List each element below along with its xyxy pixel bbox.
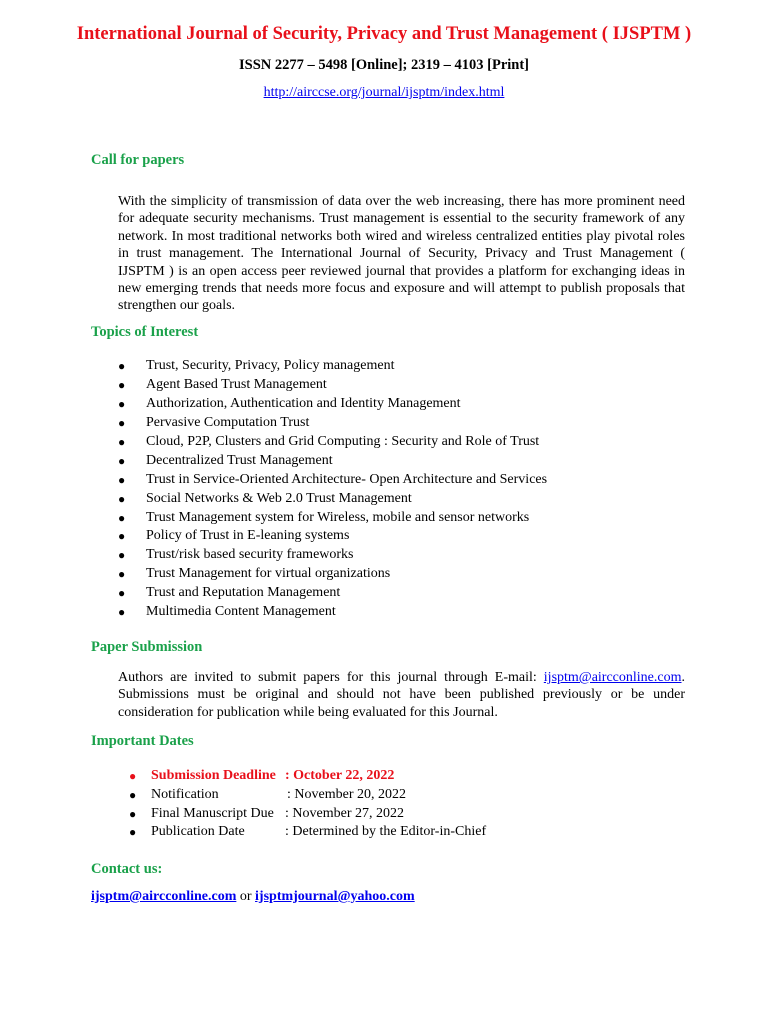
bullet-icon: ● (118, 586, 126, 601)
list-item: ● Trust, Security, Privacy, Policy management (91, 357, 547, 376)
journal-title: International Journal of Security, Privacy and Trust Management ( IJSPTM ) (76, 24, 692, 44)
call-for-papers-heading: Call for papers (91, 152, 185, 168)
paper-submission-heading: Paper Submission (91, 639, 203, 655)
bullet-icon: ● (118, 605, 126, 620)
paper-submission-body: Authors are invited to submit papers for this journal through E-mail: ijsptm@aircconline.com. Submissions must be original and should not have been published previously or be under consideration for publication while being evaluated for this Journal. (118, 670, 685, 720)
bullet-icon: ● (118, 377, 126, 392)
bullet-icon: ● (118, 453, 126, 468)
bullet-icon: ● (118, 510, 126, 525)
topics-list (91, 357, 547, 622)
bullet-icon: ● (129, 806, 137, 821)
issn-line: ISSN 2277 – 5498 [Online]; 2319 – 4103 [Print] (239, 57, 529, 73)
bullet-icon: ● (129, 825, 137, 840)
list-item: ● Pervasive Computation Trust (91, 414, 547, 433)
bullet-icon: ● (118, 472, 126, 487)
bullet-icon: ● (118, 434, 126, 449)
topics-heading: Topics of Interest (91, 324, 199, 340)
list-item: ● Trust and Reputation Management (91, 584, 547, 603)
important-dates-heading: Important Dates (91, 733, 194, 749)
submission-email-link[interactable]: ijsptm@aircconline.com (543, 670, 682, 685)
bullet-icon: ● (118, 359, 126, 373)
contact-email-link-1[interactable]: ijsptm@aircconline.com (91, 889, 237, 904)
bullet-icon: ● (129, 769, 137, 783)
list-item: ● Trust in Service-Oriented Architecture- Open Architecture and Services (91, 471, 547, 490)
bullet-icon: ● (118, 529, 126, 544)
call-for-papers-body: With the simplicity of transmission of data over the web increasing, there has more prominent need for adequate security mechanisms. Trust management is essential to the security framework of any network. In most traditional networks both wired and wireless centralized entities play pivotal roles in trust management. The International Journal of Security, Privacy and Trust Management ( IJSPTM ) is an open access peer reviewed journal that provides a platform for exchanging ideas in new emerging trends that needs more focus and exposure and will attempt to publish proposals that strengthen our goals. (118, 194, 685, 314)
bullet-icon: ● (118, 415, 126, 430)
list-item: ● Cloud, P2P, Clusters and Grid Computing : Security and Role of Trust (91, 433, 547, 452)
list-item: ● Decentralized Trust Management (91, 452, 547, 471)
bullet-icon: ● (129, 787, 137, 802)
list-item: ● Policy of Trust in E-leaning systems (91, 527, 547, 546)
journal-url-line (0, 85, 768, 101)
contact-separator: or (239, 889, 252, 904)
bullet-icon: ● (118, 567, 126, 582)
list-item: ● Multimedia Content Management (91, 603, 547, 622)
list-item: ● Social Networks & Web 2.0 Trust Management (91, 490, 547, 509)
contact-heading: Contact us: (91, 861, 163, 877)
list-item: ● Trust Management system for Wireless, mobile and sensor networks (91, 509, 547, 528)
list-item: ● Trust Management for virtual organizations (91, 565, 547, 584)
list-item: ● Trust/risk based security frameworks (91, 546, 547, 565)
contact-email-link-2[interactable]: ijsptmjournal@yahoo.com (255, 889, 415, 904)
document-page: International Journal of Security, Privacy and Trust Management ( IJSPTM ) ISSN 2277 – 5498 [Online]; 2319 – 4103 [Print] http://airccse.org/journal/ijsptm/index.html Call for papers With the simplicity of transmission of data over the web increasing, there has more prominent need for adequate security mechanisms. Trust management is essential to the security framework of any network. In most traditional networks both wired and wireless centralized entities play pivotal roles in trust management. The International Journal of Security, Privacy and Trust Management ( IJSPTM ) is an open access peer reviewed journal that provides a platform for exchanging ideas in new emerging trends that needs more focus and exposure and will attempt to publish proposals that strengthen our goals. Topics of Interest ● Trust, Security, Privacy, Policy management ● Agent Based Trust Management ● Authorization, Authentication and Identity Management ● Pervasive Computation Trust ● Cloud, P2P, Clusters and Grid Computing : Security and Role of Trust ● Decentralized Trust Management ● Trust in Service-Oriented Architecture- Open Architecture and Services ● Social Networks & Web 2.0 Trust Management ● Trust Management system for Wireless, mobile and sensor networks ● Policy of Trust in E-leaning systems ● Trust/risk based security frameworks ● Trust Management for virtual organizations ● Trust and Reputation Management ● Multimedia Content Management Paper Submission Authors are invited to submit papers for this journal through E-mail: ijsptm@aircconline.com. Submissions must be original and should not have been published previously or be under consideration for publication while being evaluated for this Journal. Important Dates ● Submission Deadline : October 22, 2022 ● Notification : November 20, 2022 ● Final Manuscript Due : November 27, 2022 ● Publication Date : Determined by the Editor-in-Chief Contact us: ijsptm@aircconline.com or ijsptmjournal@yahoo.com (0, 0, 768, 1024)
journal-url-link[interactable]: http://airccse.org/journal/ijsptm/index.html (263, 85, 505, 100)
bullet-icon: ● (118, 548, 126, 563)
list-item: ● Authorization, Authentication and Identity Management (91, 395, 547, 414)
bullet-icon: ● (118, 396, 126, 411)
list-item: ● Agent Based Trust Management (91, 376, 547, 395)
bullet-icon: ● (118, 491, 126, 506)
contact-emails (91, 889, 415, 905)
